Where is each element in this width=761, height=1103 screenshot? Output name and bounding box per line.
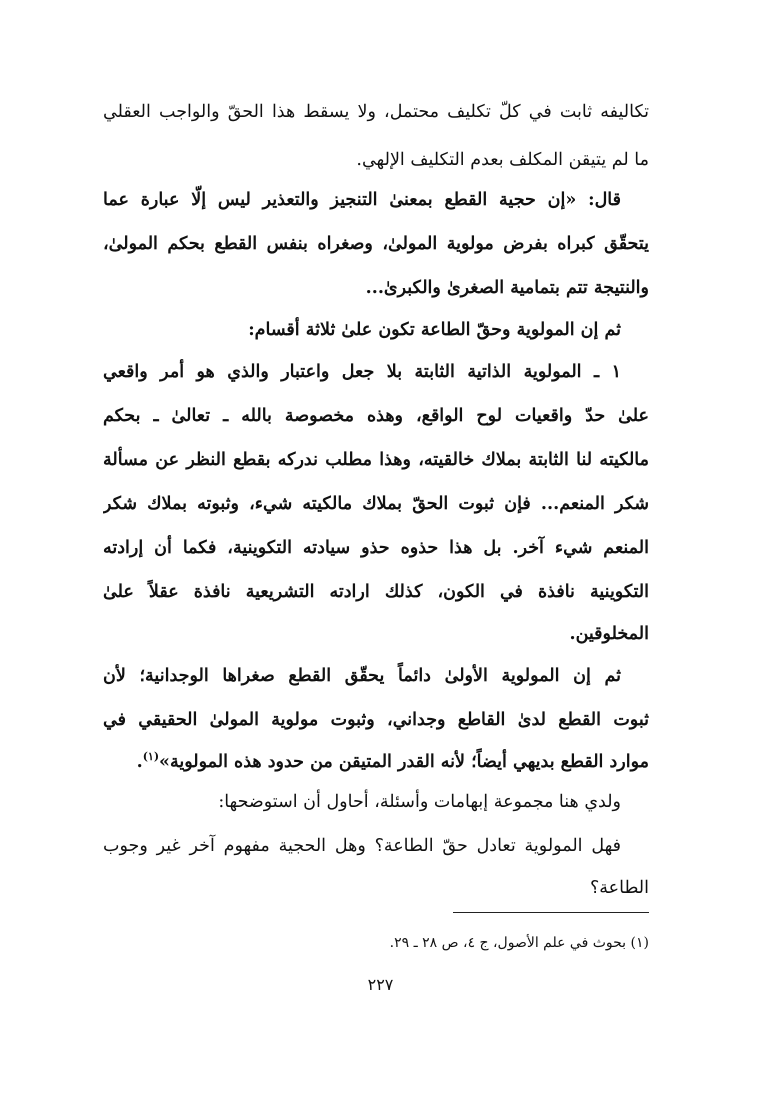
quote-line-11: المخلوقين. xyxy=(569,624,649,644)
quote-line-5: ١ ـ المولوية الذاتية الثابتة بلا جعل واعتبار والذي هو أمر واقعي xyxy=(103,362,621,382)
quote-line-13: ثبوت القطع لدىٰ القاطع وجداني، وثبوت مولوية المولىٰ الحقيقي في xyxy=(103,710,649,730)
quote-line-1: قال: «إن حجية القطع بمعنىٰ التنجيز والتعذير ليس إلّا عبارة عما xyxy=(103,190,621,210)
footnote-marker: (١) xyxy=(142,750,160,764)
text-line-5: الطاعة؟ xyxy=(590,878,649,898)
quote-line-9: المنعم شيء آخر. بل هذا حذوه حذو سيادته التكوينية، فكما أن إرادته xyxy=(103,538,649,558)
text-line-4: فهل المولوية تعادل حقّ الطاعة؟ وهل الحجية مفهوم آخر غير وجوب xyxy=(103,836,621,856)
text-line-1: تكاليفه ثابت في كلّ تكليف محتمل، ولا يسقط هذا الحقّ والواجب العقلي xyxy=(103,102,649,122)
quote-line-8: شكر المنعم... فإن ثبوت الحقّ بملاك مالكيته شيء، وثبوته بملاك شكر xyxy=(103,494,649,514)
footnote: (١) بحوث في علم الأصول، ج ٤، ص ٢٨ ـ ٢٩. xyxy=(389,935,649,951)
footnote-divider xyxy=(453,912,649,913)
quote-end-dot: . xyxy=(136,752,143,772)
quote-line-4: ثم إن المولوية وحقّ الطاعة تكون علىٰ ثلاثة أقسام: xyxy=(248,320,621,340)
quote-line-14-text: موارد القطع بديهي أيضاً؛ لأنه القدر المتيقن من حدود هذه المولوية» xyxy=(159,752,649,772)
text-line-2: ما لم يتيقن المكلف بعدم التكليف الإلهي. xyxy=(356,150,649,170)
quote-line-7: مالكيته لنا الثابتة بملاك خالقيته، وهذا مطلب ندركه بقطع النظر عن مسألة xyxy=(103,450,649,470)
text-line-3: ولدي هنا مجموعة إبهامات وأسئلة، أحاول أن استوضحها: xyxy=(218,792,621,812)
quote-line-12: ثم إن المولوية الأولىٰ دائماً يحقّق القطع صغراها الوجدانية؛ لأن xyxy=(103,666,621,686)
quote-line-6: علىٰ حدّ واقعيات لوح الواقع، وهذه مخصوصة بالله ـ تعالىٰ ـ بحكم xyxy=(103,406,649,426)
quote-line-10: التكوينية نافذة في الكون، كذلك ارادته التشريعية نافذة عقلاً علىٰ xyxy=(103,582,649,602)
quote-line-3: والنتيجة تتم بتمامية الصغرىٰ والكبرىٰ... xyxy=(365,278,649,298)
quote-line-2: يتحقّق كبراه بفرض مولوية المولىٰ، وصغراه بنفس القطع بحكم المولىٰ، xyxy=(103,234,649,254)
page-number: ٢٢٧ xyxy=(367,975,394,994)
quote-line-14 xyxy=(137,742,649,782)
